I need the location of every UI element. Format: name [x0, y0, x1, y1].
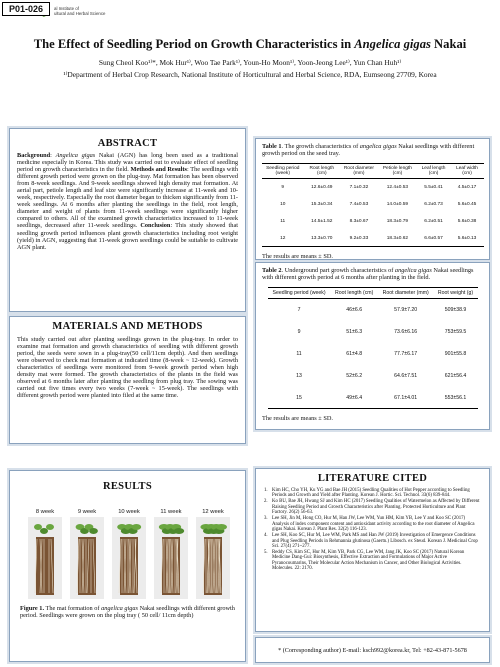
table-cell: 18.3±0.62 — [378, 230, 416, 247]
table-row — [268, 365, 478, 387]
week-label: 8 week — [35, 509, 55, 515]
table-row — [268, 387, 478, 409]
table-cell: 67.1±4.01 — [378, 387, 434, 409]
institute-logo — [40, 6, 160, 22]
root-mat-image — [196, 517, 230, 599]
table-cell: 509±38.9 — [444, 307, 467, 314]
literature-panel — [255, 468, 490, 632]
table-row — [262, 179, 484, 196]
table-cell: 49±6.4 — [331, 387, 378, 409]
affiliation: ¹⁾Department of Herbal Crop Research, National Institute of Horticultural and Herbal Science, RDA, Eumseong 27709, Korea — [63, 70, 437, 79]
table2-caption: Table 2. Underground part growth characteristics of angelica gigas Nakai seedlings with different growth period at 6 months after planting in the field. — [262, 267, 474, 282]
table-cell: 18.3±0.79 — [386, 218, 409, 224]
seedling-photo-row — [22, 509, 234, 599]
table-cell: 8.3±0.67 — [349, 218, 369, 224]
table-cell: 13.3±0.70 — [304, 230, 340, 247]
seedling-photo — [196, 509, 230, 599]
table1-panel — [255, 138, 490, 260]
figure-caption: Figure 1. The mat formation of angelica gigas Nakai seedlings with different growth period. Seedlings were grown on the plug tray ( 50 cell/ 11cm depth) — [20, 605, 235, 620]
abstract-heading: ABSTRACT — [97, 138, 158, 149]
week-label: 9 week — [77, 509, 97, 515]
table-row — [268, 321, 478, 343]
reference-item: 4. Lee SH, Koo SC, Hur M, Lee WM, Park MS and Han JW (2019) Investigation of Emergence Conditions and Plug Seedling Periods in Rehmannia glutinosa (Gaertn.) Libosch. ex Steud. Korean J. Medicinal Crop Sci. 27(4) 271~277. — [264, 533, 478, 550]
table1-header: Leaf width (cm) — [451, 164, 484, 179]
table-row — [262, 230, 484, 247]
table1-header: Root diameter (mm) — [340, 164, 379, 179]
table-cell: 7 — [297, 307, 301, 314]
methods-panel — [9, 316, 246, 444]
table2-panel — [255, 262, 490, 430]
seedling-photo — [154, 509, 188, 599]
methods-text: This study carried out after planting seedlings grown in the plug-tray. In order to examine mat formation and growth characteristics of seedling with different growth period, the seeds were sown in a plug-tray(50 cell/11cm depth). And then seedlings were observed to check mat formation at indicated time (8-week ~ 12-week). Growth characteristics of seedlings were monitored from 9-week growth period when high density mat were formed. The growth characteristics of the plants in the field was observed at 6 months later after planting the seedling from plug tray. The sowing was carried out five times every two weeks (7-week ~ 15-week). The seedlings with different growth period were planted into filed at the same time. — [17, 336, 238, 400]
table1-caption: Table 1. The growth characteristics of angelica gigas Nakai seedlings with different growth period on the seed tray. — [262, 143, 475, 158]
seedling-photo — [28, 509, 62, 599]
table-cell: 753±59.5 — [444, 328, 467, 335]
table-cell: 15.3±0.34 — [311, 201, 333, 207]
reference-item: 3. Lee SH, Jin M, Hong CO, Hur M, Han JW, Lee WM, Yun HM, Kim YB, Lee Y and Koo SC (2017) Analysis of index component content and antioxidant activity according to the root diameter of Angelica gigas Nakai. Korean J. Plant Res. 32(2) 116-123. — [264, 516, 475, 533]
table-cell: 5.6±0.38 — [457, 218, 477, 224]
root-mat-image — [154, 517, 188, 599]
table-cell: 77.7±6.17 — [394, 350, 418, 357]
root-mat-image — [70, 517, 104, 599]
table-cell: 9 — [281, 185, 285, 191]
root-mat-image — [112, 517, 146, 599]
table-cell: 51±6.3 — [346, 328, 363, 335]
reference-list — [264, 488, 481, 572]
table1-header: Leaf length (cm) — [417, 164, 451, 179]
abstract-text: Background: Angelica gigas Nakai (AGN) has long been used as a traditional medicine especially in Korea. This study was carried out to evaluate effect of seedling period on growth characteristics in the field. Methods and Results: The seedlings with different growth period were grown on the plug-tray. Mat formation has been observed from 8-week seedlings. And 9-week seedlings showed high density mat formation. At aerial part, petiole length and leaf size were significantly increase at 11-week and 10-week, respectively. Especially the root diameter began to thicken significantly from 11-week seedlings. At 6 months after planting the seedlings in the field, root length, diameter and weight of plants from 11-week seedlings were significantly higher compared to others. All of the examined growth characteristics increased to 11-week seedlings, decreased after 11-week seedlings. Conclusion: This study showed that seedling growth period influences plant growth characteristics including root weight (yield) in AGN, suggesting that 11-week grown seedlings could be suitable to cultivate AGN plant. — [17, 152, 238, 251]
reference-item: 5. Reddy CS, Kim SC, Hur M, Kim YB, Park CG, Lee WM, Jang JK, Koo SC (2017) Natural Korean Medicine Dang-Gui: Biosynthesis, Effective Extraction and Formulations of Major Active Pyranocoumarins, Their Molecular Action Mechanism in Cancer, and Other Biological Activities. Molecules. 22: 2170. — [264, 549, 465, 572]
literature-heading: LITERATURE CITED — [317, 473, 428, 484]
table-cell: 12 — [262, 230, 304, 247]
table-cell: 4.5±0.17 — [457, 185, 477, 191]
table-cell: 11 — [296, 350, 302, 357]
table2-header: Seedling period (week) — [268, 288, 331, 299]
logo-line-2: ultural and Herbal Science — [54, 11, 106, 16]
table-cell: 6.6±0.57 — [417, 230, 451, 247]
table1-header: Seedling period (week) — [262, 164, 304, 179]
table-cell: 901±55.8 — [444, 350, 467, 357]
table-cell: 553±56.1 — [434, 387, 478, 409]
poster-title: The Effect of Seedling Period on Growth Characteristics in Angelica gigas Nakai — [33, 37, 467, 51]
table-cell: 5.6±0.45 — [457, 201, 477, 207]
logo-line-1: al Institute of — [54, 6, 79, 11]
table1-header: Petiole length (cm) — [378, 164, 416, 179]
table-cell: 5.6±0.13 — [451, 230, 484, 247]
results-heading: RESULTS — [103, 481, 152, 492]
table-cell: 7.4±0.53 — [349, 201, 369, 207]
author-list: Sung Cheol Koo¹⁾*, Mok Hur¹⁾, Woo Tae Park¹⁾, Youn-Ho Moon¹⁾, Yoon-Jeong Lee¹⁾, Yun Chan Huh¹⁾ — [98, 58, 402, 67]
table-cell: 13 — [296, 372, 302, 379]
table-cell: 14.5±1.52 — [311, 218, 333, 224]
table1-header: Root length (cm) — [304, 164, 340, 179]
table-cell: 61±4.8 — [346, 350, 363, 357]
table-cell: 621±56.4 — [444, 372, 467, 379]
contact-line: * (Corresponding author) E-mail: ksch992@korea.kr, Tel: +82-43-871-5678 — [278, 647, 467, 654]
table2-header: Root length (cm) — [331, 288, 378, 299]
underground-growth-table — [268, 287, 478, 409]
root-mat-image — [28, 517, 62, 599]
table-row — [262, 213, 484, 230]
table2-note: The results are means ± SD. — [262, 415, 333, 423]
table-cell: 57.9±7.20 — [394, 307, 418, 314]
week-label: 11 week — [160, 509, 182, 515]
reference-item: 2. Ko BU, Bae JH, Hwang SJ and Kim HC (2017) Seedling Qualities of Watermelon as Affected by Different Raising Seedling Period and Growth Characteristics after Planting. Protected Horticulture and Plant Factory. 26(2) 56-63. — [264, 499, 480, 516]
results-panel — [9, 470, 246, 662]
table-cell: 15 — [268, 387, 331, 409]
table1-note: The results are means ± SD. — [262, 253, 333, 261]
table-cell: 11 — [280, 218, 286, 224]
table-cell: 10 — [280, 201, 286, 207]
seedling-growth-table — [262, 163, 484, 247]
table-cell: 14.0±0.59 — [386, 201, 409, 207]
table2-header: Root weight (g) — [434, 288, 478, 299]
table-cell: 73.6±6.16 — [394, 328, 418, 335]
table-cell: 6.2±0.73 — [424, 201, 443, 207]
reference-item: 1. Kim HC, Cho YH, Ku YG and Bae JH (2015) Seedling Qualities of Hot Pepper according to Seedling Periods and Growth and Yield after Planting. Korean J. Hortic. Sci. Technol. 33(6) 839-844. — [264, 488, 470, 499]
table2-header: Root diameter (mm) — [378, 288, 434, 299]
table-cell: 6.2±0.51 — [424, 218, 443, 224]
table-cell: 46±6.6 — [346, 307, 363, 314]
table-cell: 12.6±0.49 — [311, 185, 333, 191]
table-row — [268, 299, 478, 321]
table-cell: 5.5±0.41 — [424, 185, 443, 191]
seedling-photo — [112, 509, 146, 599]
week-label: 12 week — [202, 509, 224, 515]
table-row — [268, 343, 478, 365]
table-cell: 52±6.2 — [346, 372, 363, 379]
week-label: 10 week — [118, 509, 140, 515]
table-cell: 9.2±0.33 — [340, 230, 379, 247]
abstract-panel — [9, 128, 246, 312]
contact-panel — [255, 637, 490, 663]
table-cell: 12.4±0.53 — [386, 185, 409, 191]
table-cell: 7.1±0.32 — [349, 185, 369, 191]
poster-id-badge: P01-026 — [2, 2, 50, 16]
methods-heading: MATERIALS AND METHODS — [52, 321, 203, 332]
seedling-photo — [70, 509, 104, 599]
table-cell: 64.6±7.51 — [394, 372, 418, 379]
table-row — [262, 196, 484, 213]
table-cell: 9 — [297, 328, 301, 335]
